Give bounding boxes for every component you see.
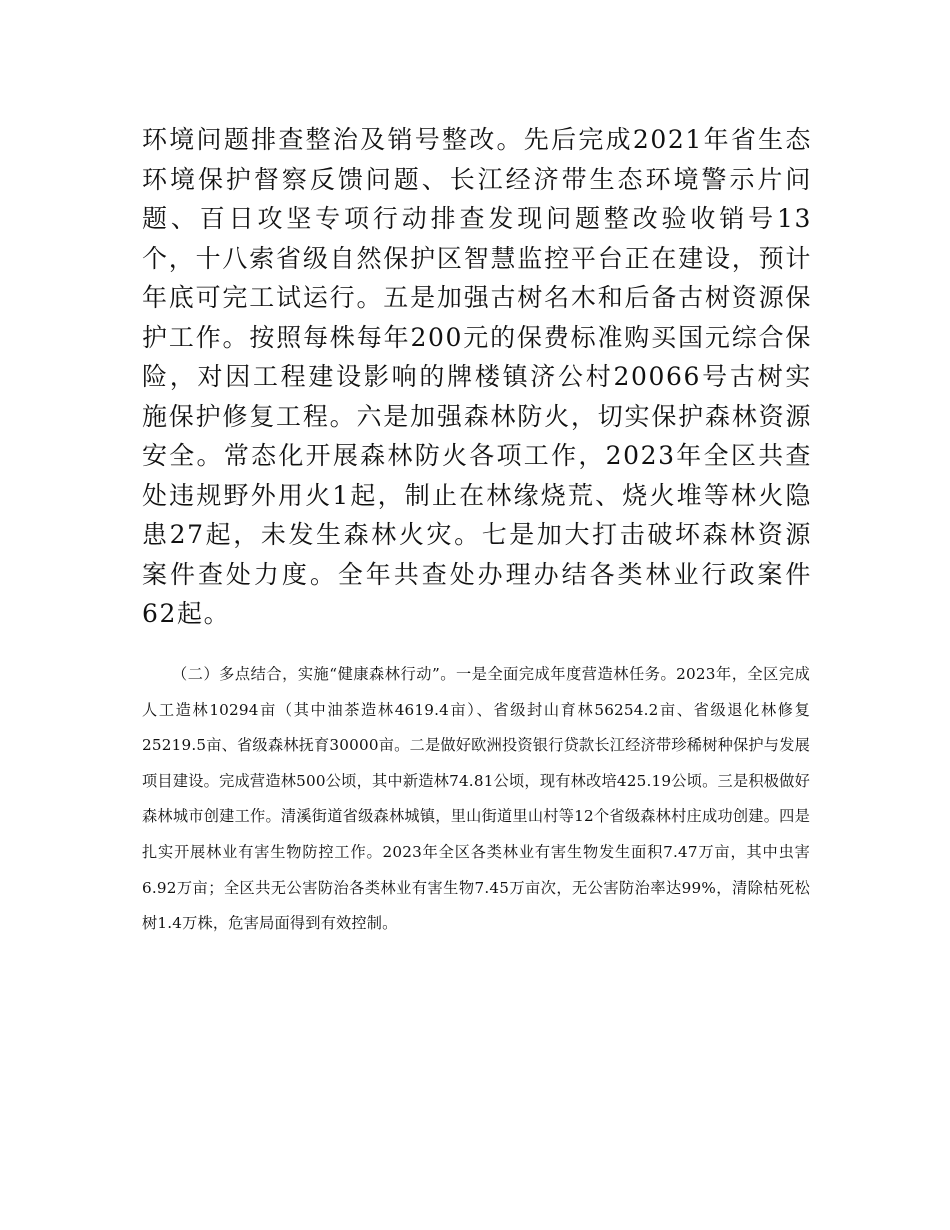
paragraph-forest-protection: 环境问题排查整治及销号整改。先后完成2021年省生态环境保护督察反馈问题、长江经济带生态环境警示片问题、百日攻坚专项行动排查发现问题整改验收销号13个，十八索省级自然保护区智慧监控平台正在建设，预计年底可完工试运行。五是加强古树名木和后备古树资源保护工作。按照每株每年200元的保费标准购买国元综合保险，对因工程建设影响的牌楼镇济公村20066号古树实施保护修复工程。六是加强森林防火，切实保护森林资源安全。常态化开展森林防火各项工作，2023年全区共查处违规野外用火1起，制止在林缘烧荒、烧火堆等林火隐患27起，未发生森林火灾。七是加大打击破坏森林资源案件查处力度。全年共查处办理办结各类林业行政案件62起。 [142,125,812,628]
paragraph-healthy-forest-action: （二）多点结合，实施“健康森林行动”。一是全面完成年度营造林任务。2023年，全区完成人工造林10294亩（其中油茶造林4619.4亩）、省级封山育林56254.2亩、省级退化林修复25219.5亩、省级森林抚育30000亩。二是做好欧洲投资银行贷款长江经济带珍稀树种保护与发展项目建设。完成营造林500公顷，其中新造林74.81公顷，现有林改培425.19公顷。三是积极做好森林城市创建工作。清溪街道省级森林城镇，里山街道里山村等12个省级森林村庄成功创建。四是扎实开展林业有害生物防控工作。2023年全区各类林业有害生物发生面积7.47万亩，其中虫害6.92万亩；全区共无公害防治各类林业有害生物7.45万亩次，无公害防治率达99%，清除枯死松树1.4万株，危害局面得到有效控制。 [142,665,810,933]
